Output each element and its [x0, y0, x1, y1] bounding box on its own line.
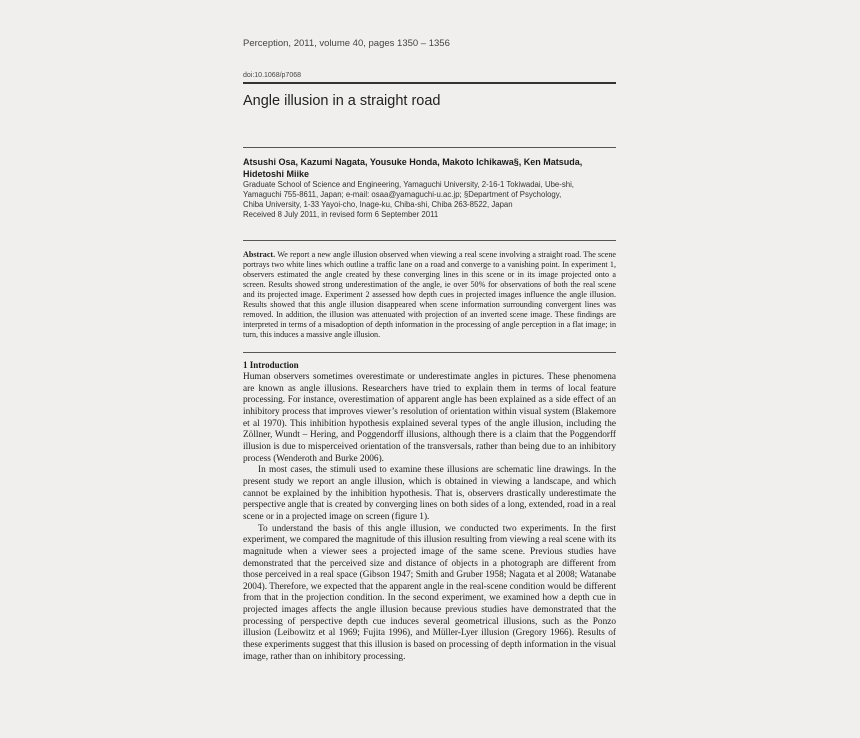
journal-citation: Perception, 2011, volume 40, pages 1350 – 1356: [243, 38, 450, 49]
header-rule: [243, 82, 616, 84]
authors-line-2: Hidetoshi Miike: [243, 168, 310, 179]
introduction-body: [243, 372, 616, 663]
abstract-text: We report a new angle illusion observed when viewing a real scene involving a straight road. The scene portrays two white lines which outline a traffic lane on a road and converge to a vanishing point. In experiment 1, observers estimated the angle created by these converging lines in this scene or in its image projected onto a screen. Results showed strong underestimation of the angle, ie over 50% for observations of both the real scene and its projected image. Experiment 2 assessed how depth cues in projected images influence the angle illusion. Results showed that this angle illusion disappeared when scene information surrounding convergent lines was removed. In addition, the illusion was attenuated with projection of an inverted scene image. These findings are interpreted in terms of a misadoption of depth information in the processing of angle perception in a flat image; in turn, this induces a massive angle illusion.: [243, 250, 616, 339]
paragraph: In most cases, the stimuli used to examine these illusions are schematic line drawings. In the present study we report an angle illusion, which is obtained in viewing a landscape, and which cannot be explained by the inhibition hypothesis. That is, observers drastically underestimate the perspective angle that is created by converging lines on both sides of a long, extended, road in a real scene or in a projected image on screen (figure 1).: [243, 465, 616, 522]
affiliation-line: Graduate School of Science and Engineering, Yamaguchi University, 2-16-1 Tokiwadai, Ube-shi,: [243, 180, 574, 189]
affiliation-line: Chiba University, 1-33 Yayoi-cho, Inage-ku, Chiba-shi, Chiba 263-8522, Japan: [243, 200, 513, 209]
section-heading: 1 Introduction: [243, 360, 299, 370]
affiliation-line: Yamaguchi 755-8611, Japan; e-mail: osaa@yamaguchi-u.ac.jp; §Department of Psychology,: [243, 190, 562, 199]
title-rule: [243, 147, 616, 148]
paragraph: Human observers sometimes overestimate or underestimate angles in pictures. These phenomena are known as angle illusions. Researchers have tried to explain them in terms of local feature processing. For instance, overestimation of apparent angle has been explained as a side effect of an inhibitory process that improves viewer’s resolution of orientation within visual system (Blakemore et al 1970). This inhibition hypothesis explained several types of the angle illusion, including the Zöllner, Wundt – Hering, and Poggendorff illusions, although there is a claim that the Poggendorff illusion is due to misperceived orientation of the transversals, rather than being due to an inhibitory process (Wenderoth and Burke 2006).: [243, 372, 616, 464]
abstract-top-rule: [243, 240, 616, 241]
abstract: [243, 250, 616, 340]
paragraph: To understand the basis of this angle illusion, we conducted two experiments. In the first experiment, we compared the magnitude of this illusion resulting from viewing a real scene with its magnitude when a viewer sees a projected image of the same scene. Previous studies have demonstrated that the perceived size and distance of objects in a photograph are different from those perceived in a real space (Gibson 1947; Smith and Gruber 1958; Nagata et al 2008; Watanabe 2004). Therefore, we expected that the apparent angle in the real-scene condition would be different from that in the projection condition. In the second experiment, we examined how a depth cue in projected images affects the angle illusion because previous studies have demonstrated that the processing of perspective depth cue induces several geometrical illusions, such as the Ponzo illusion (Leibowitz et al 1969; Fujita 1996), and Müller-Lyer illusion (Gregory 1966). Results of these experiments suggest that this illusion is based on processing of depth information in the visual image, rather than on inhibitory processing.: [243, 523, 616, 662]
affiliations: [243, 180, 616, 220]
abstract-bottom-rule: [243, 352, 616, 353]
authors-line-1: Atsushi Osa, Kazumi Nagata, Yousuke Honda, Makoto Ichikawa§, Ken Matsuda,: [243, 157, 583, 167]
author-list: [243, 157, 616, 180]
doi-label: doi:10.1068/p7068: [243, 72, 301, 79]
abstract-label: Abstract.: [243, 250, 276, 259]
paper-title: Angle illusion in a straight road: [243, 93, 441, 109]
received-date: Received 8 July 2011, in revised form 6 September 2011: [243, 210, 439, 219]
